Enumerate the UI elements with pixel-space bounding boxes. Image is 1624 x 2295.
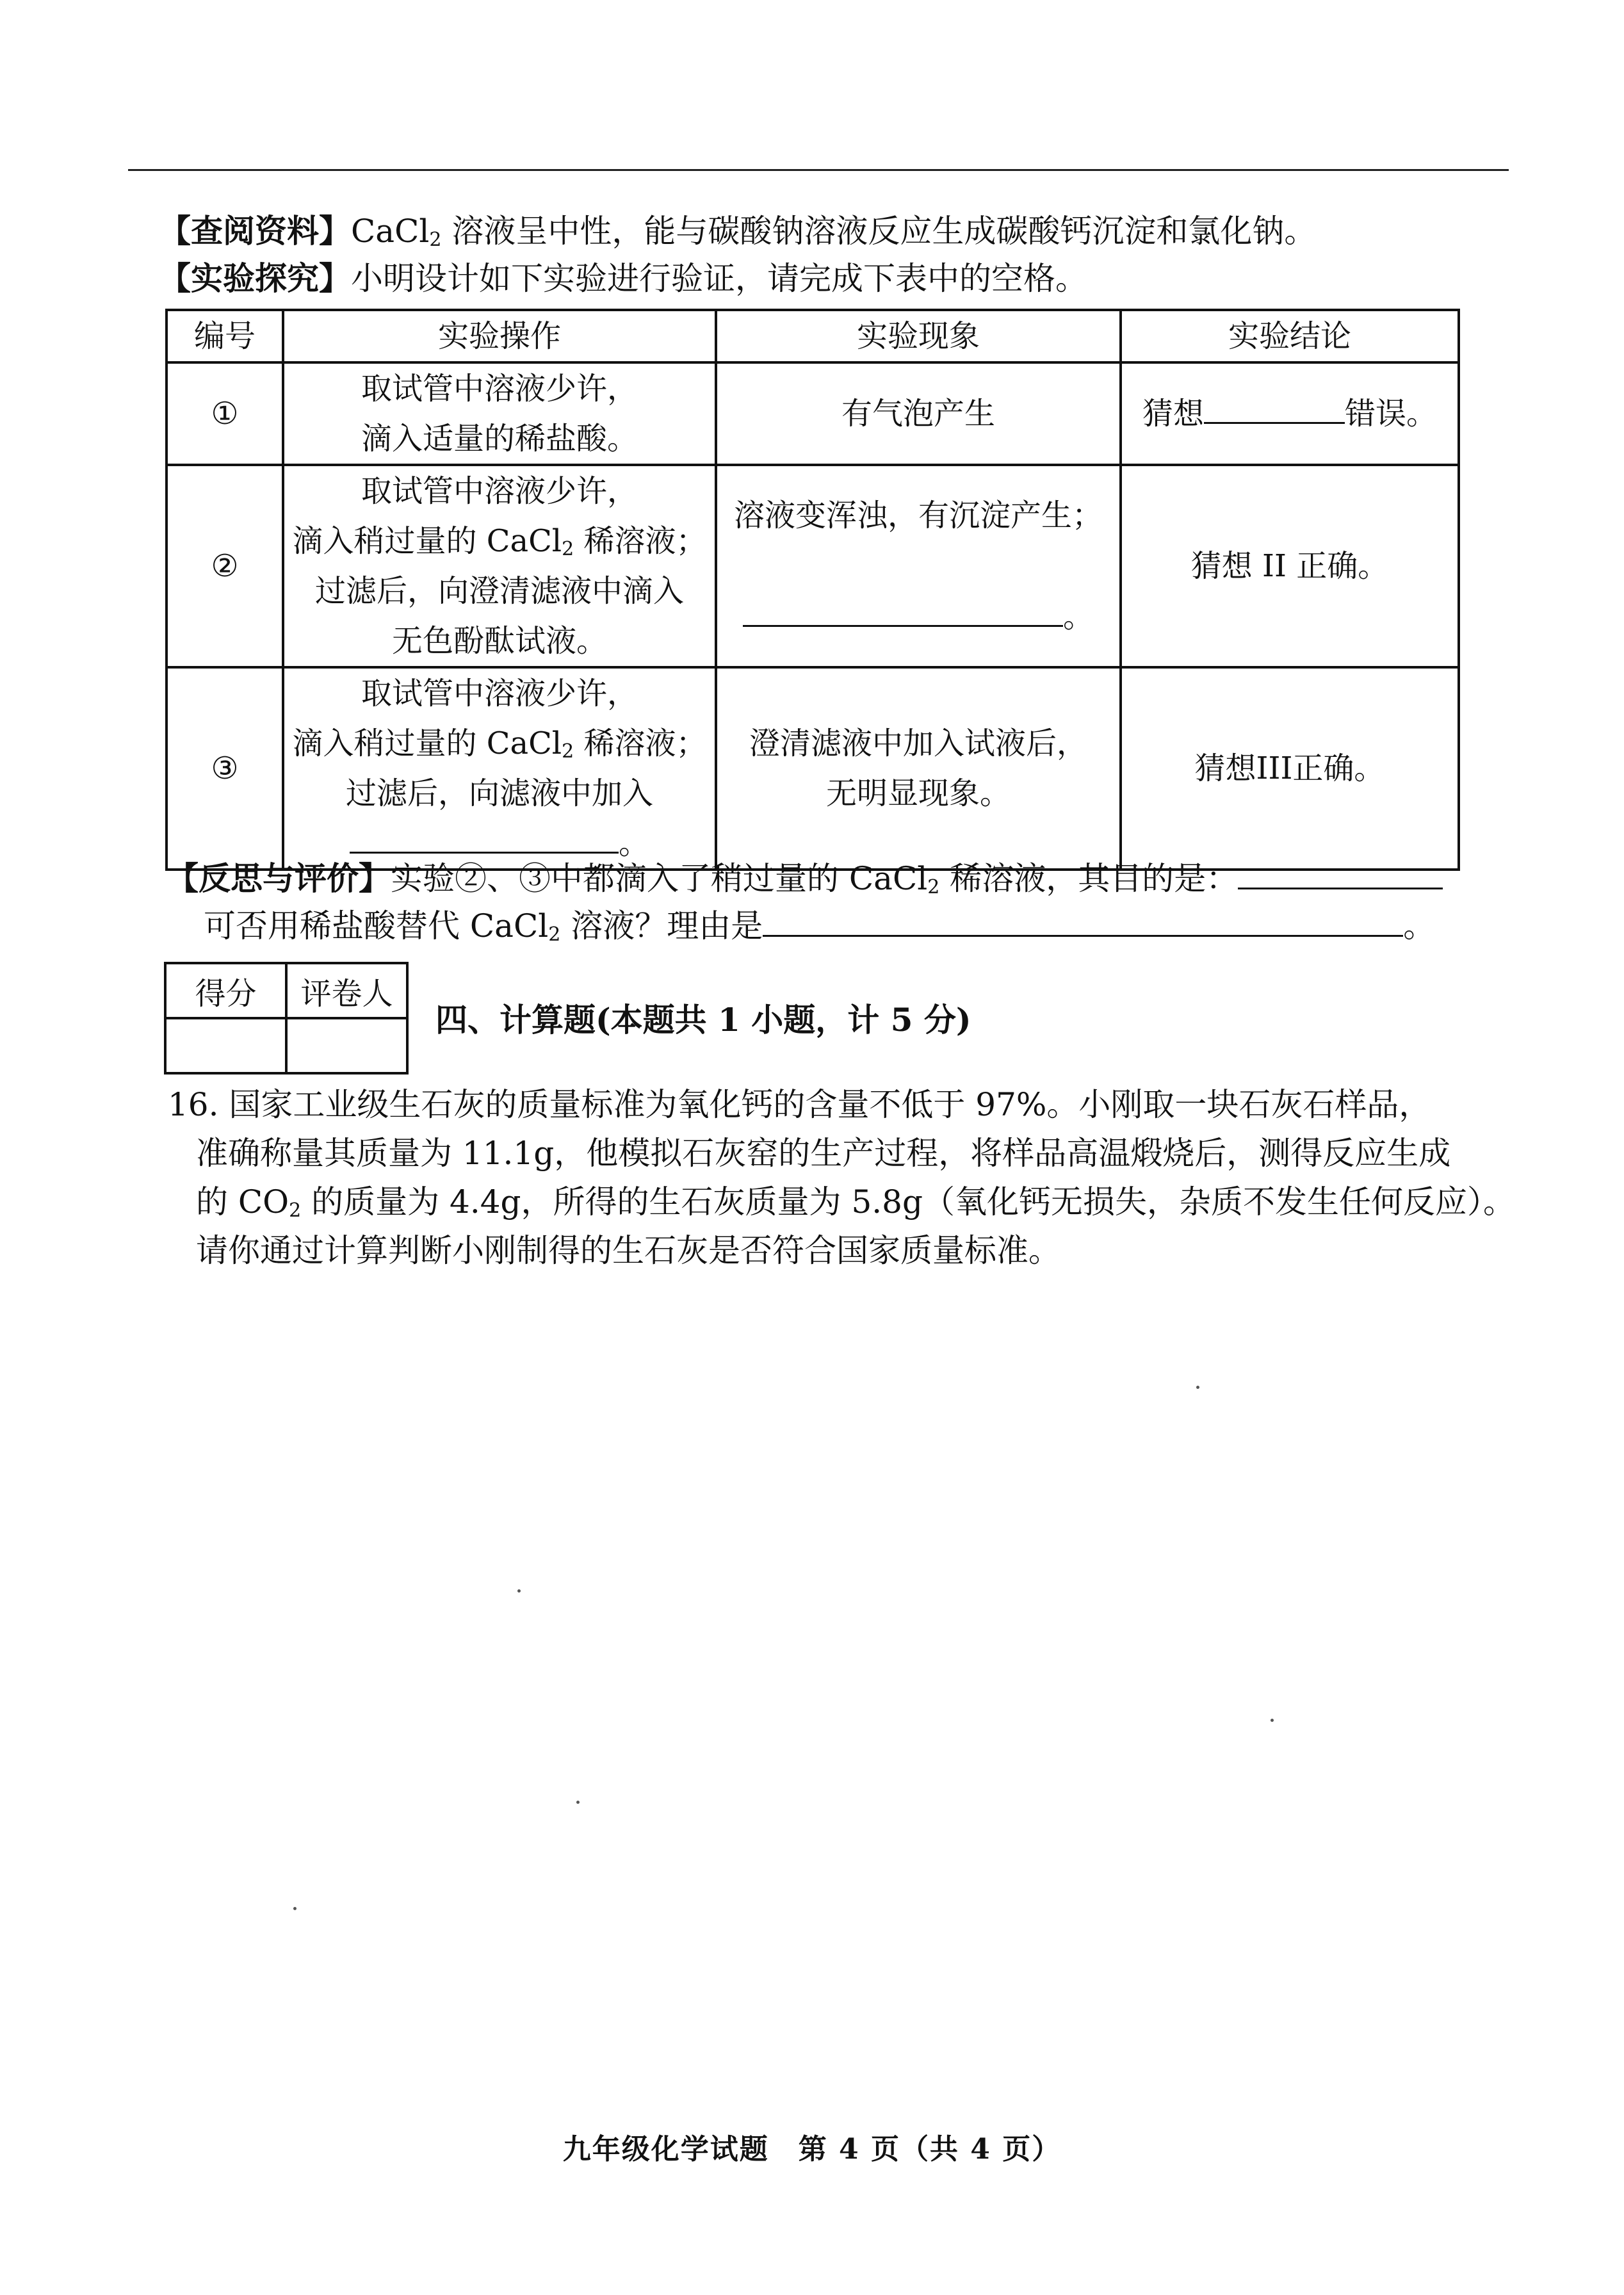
answer-blank[interactable] [1238,858,1443,889]
answer-blank[interactable] [743,596,1063,627]
scan-speck [576,1801,580,1804]
conclusion-cell: 猜想 II 正确。 [1121,465,1459,667]
score-box[interactable] [165,1018,286,1073]
q16-line-3 [196,1182,1515,1222]
operation-line: 无色酚酞试液。 [391,623,607,659]
phenomenon-cell [716,465,1121,667]
operation-line: 滴入适量的稀盐酸。 [361,421,638,457]
reflection-line-2 [204,905,1435,946]
conclusion-text: 猜想 [1142,396,1204,432]
phenomenon-cell [716,667,1121,870]
q16-line-4: 请你通过计算判断小刚制得的生石灰是否符合国家质量标准。 [196,1232,1060,1269]
operation-cell [283,667,716,870]
header-phenomenon: 实验现象 [716,310,1121,362]
reflection-line-1 [166,858,1443,898]
row-number: ② [166,465,283,667]
explore-tag: 【实验探究】 [159,259,351,297]
q16-text-2: 的质量为 4.4g，所得的生石灰质量为 5.8g（氧化钙无损失，杂质不发生任何反应）。 [301,1183,1515,1220]
page-footer: 九年级化学试题 第 4 页（共 4 页） [562,2133,1062,2166]
scan-speck [293,1907,296,1910]
subscript: 2 [927,876,940,898]
operation-line: 过滤后，向滤液中加入 [345,775,653,811]
row-number: ① [166,362,283,465]
reference-text-2: 溶液呈中性，能与碳酸钠溶液反应生成碳酸钙沉淀和氯化钠。 [441,213,1317,250]
operation-line: 取试管中溶液少许， [361,676,638,711]
section-title: 四、计算题(本题共 1 小题，计 5 分) [435,1001,971,1039]
q16-line-2: 准确称量其质量为 11.1g，他模拟石灰窑的生产过程，将样品高温煅烧后，测得反应生成 [196,1135,1451,1172]
phenomenon-blank-line [724,592,1113,642]
reflection-text: 实验②、③中都滴入了稍过量的 CaCl [391,860,928,897]
operation-line: 过滤后，向澄清滤液中滴入 [314,573,684,609]
explore-line [159,259,1087,298]
q16-line-1: 16. 国家工业级生石灰的质量标准为氧化钙的含量不低于 97%。小刚取一块石灰石样品， [168,1086,1431,1123]
score-label: 得分 [165,963,286,1018]
top-rule [128,169,1509,171]
operation-text-2: 稀溶液； [574,523,707,559]
operation-cell [283,465,716,667]
table-row [166,667,1459,870]
scan-speck [1196,1386,1199,1389]
subscript: 2 [562,538,574,560]
operation-line: 取试管中溶液少许， [361,473,638,509]
reference-line [159,211,1316,251]
operation-line [291,516,708,566]
conclusion-text-2: 错误。 [1345,396,1438,432]
operation-line [291,718,708,768]
answer-blank[interactable] [763,905,1403,937]
explore-text: 小明设计如下实验进行验证，请完成下表中的空格。 [351,260,1087,297]
header-conclusion: 实验结论 [1121,310,1459,362]
period: 。 [1403,907,1436,945]
operation-cell [283,362,716,465]
reflection-text-2: 溶液？理由是 [560,907,763,945]
header-no: 编号 [166,310,283,362]
reference-text: CaCl [351,213,430,250]
scan-speck [1271,1719,1274,1722]
header-operation: 实验操作 [283,310,716,362]
operation-text: 滴入稍过量的 CaCl [292,726,562,761]
grader-label: 评卷人 [286,963,407,1018]
scan-speck [517,1589,521,1593]
reference-tag: 【查阅资料】 [159,212,351,250]
period: 。 [1062,599,1094,635]
phenomenon-line: 澄清滤液中加入试液后， [749,726,1087,761]
subscript: 2 [289,1199,302,1222]
reflection-text: 可否用稀盐酸替代 CaCl [204,907,549,945]
q16-text: 的 CO [196,1183,289,1220]
score-table [164,962,409,1071]
operation-text: 滴入稍过量的 CaCl [292,523,562,559]
answer-blank[interactable] [1204,393,1345,424]
phenomenon-cell: 有气泡产生 [716,362,1121,465]
table-row [166,362,1459,465]
reflection-text-2: 稀溶液，其目的是： [939,860,1238,897]
row-number: ③ [166,667,283,870]
subscript: 2 [429,229,442,251]
conclusion-cell [1121,362,1459,465]
subscript: 2 [562,740,574,763]
grader-box[interactable] [286,1018,407,1073]
table-row [166,465,1459,667]
phenomenon-line: 无明显现象。 [825,775,1011,811]
conclusion-cell: 猜想III正确。 [1121,667,1459,870]
operation-text-2: 稀溶液； [574,726,707,761]
operation-line: 取试管中溶液少许， [361,371,638,407]
subscript: 2 [548,923,561,946]
period: 。 [618,825,649,861]
table-header-row [166,310,1459,362]
answer-blank[interactable] [350,822,619,854]
reflection-tag: 【反思与评价】 [166,859,391,897]
phenomenon-line: 溶液变浑浊，有沉淀产生； [733,498,1103,533]
experiment-table [165,309,1458,861]
